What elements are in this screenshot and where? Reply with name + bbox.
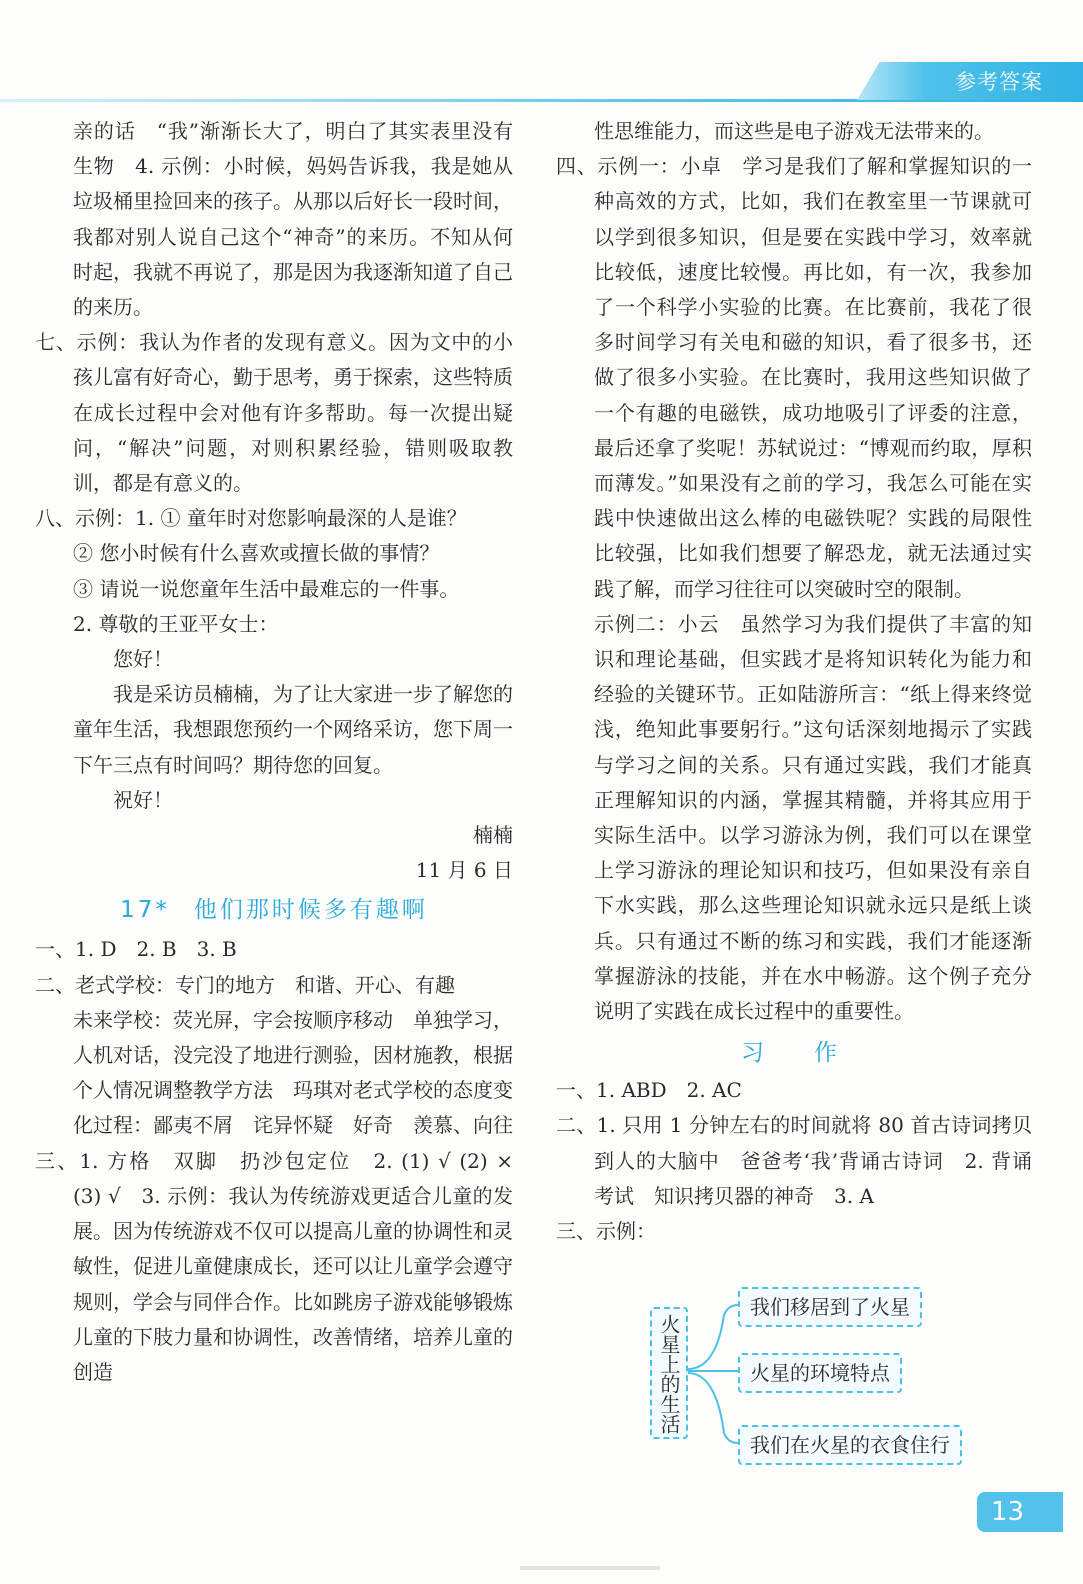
letter-signature: 楠楠 [473,823,513,848]
answer-text: 示例一：小卓 学习是我们了解和掌握知识的一种高效的方式，比如，我们在教室里一节课就可以学到很多知识，但是要在实践中学习，效率就比较低，速度比较慢。再比如，有一次，我参加了一个科学小实验的比赛。在比赛前，我花了很多时间学习有关电和磁的知识，看了很多书，还做了很多小实验。在比赛时，我用这些知识做了一个有趣的电磁铁，成功地吸引了评委的注意，最后还拿了奖呢！苏轼说过：“博观而约取，厚积而薄发。”如果没有之前的学习，我怎么可能在实践中快速做出这么棒的电磁铁呢？实践的局限性比较强，比如我们想要了解恐龙，就无法通过实践了解，而学习往往可以突破时空的限制。 [594,154,1033,601]
letter-greeting: 您好！ [113,647,173,672]
answer-text: 老式学校：专门的地方 和谐、开心、有趣 [75,972,455,997]
left-column [35,114,534,1390]
answer-line: ③ 请说一说您童年生活中最难忘的一件事。 [73,576,460,601]
question-label: 四、 [556,154,598,179]
question-label: 八、 [35,506,75,531]
lesson-name: 他们那时候多有趣啊 [193,897,428,924]
answer-text: 1. 方格 双脚 扔沙包定位 2. (1) √ (2) × (3) √ 3. 示例：我认为传统游戏更适合儿童的发展。因为传统游戏不仅可以提高儿童的协调性和灵敏性，促进儿童健康成长，还可以让儿童学会遵守规则，学会与同伴合作。比如跳房子游戏能够锻炼儿童的下肢力量和协调性，改善情绪，培养儿童的创造 [73,1148,534,1384]
answer-paragraph: 未来学校：荧光屏，字会按顺序移动 单独学习，人机对话，没完没了地进行测验，因材施教，根据个人情况调整教学方法 玛琪对老式学校的态度变化过程：鄙夷不屑 诧异怀疑 好奇 羡慕、向往 [73,1007,513,1138]
answer-paragraph: 亲的话 “我”渐渐长大了，明白了其实表里没有生物 4. 示例：小时候，妈妈告诉我，我是她从垃圾桶里捡回来的孩子。从那以后好长一段时间，我都对别人说自己这个“神奇”的来历。不知从何时起，我就不再说了，那是因为我逐渐知道了自己的来历。 [73,119,513,320]
question-label: 三、 [35,1148,80,1173]
question-label: 二、 [35,972,75,997]
bottom-divider [520,1566,660,1570]
mind-map-center: 火星上的生活 [650,1307,688,1439]
letter-date: 11 月 6 日 [415,858,513,883]
answer-paragraph: 示例二：小云 虽然学习为我们提供了丰富的知识和理论基础，但实践才是将知识转化为能力和经验的关键环节。正如陆游所言：“纸上得来终觉浅，绝知此事要躬行。”这句话深刻地揭示了实践与学习之间的关系。只有通过实践，我们才能真正理解知识的内涵，掌握其精髓，并将其应用于实际生活中。以学习游泳为例，我们可以在课堂上学习游泳的理论知识和技巧，但如果没有亲自下水实践，那么这些理论知识就永远只是纸上谈兵。只有通过不断的练习和实践，我们才能逐渐掌握游泳的技能，并在水中畅游。这个例子充分说明了实践在成长过程中的重要性。 [594,611,1032,1024]
letter-wish: 祝好！ [113,787,173,812]
answer-text: 示例：1. ① 童年时对您影响最深的人是谁？ [75,506,467,531]
question-2 [35,968,513,1003]
question-label: 二、 [556,1113,597,1138]
mind-map [556,1285,976,1475]
question-3 [35,1144,534,1390]
lesson-number: 17* [120,897,170,924]
letter-body: 我是采访员楠楠，为了让大家进一步了解您的童年生活，我想跟您预约一个网络采访，您下周一下午三点有时间吗？期待您的回复。 [73,682,513,777]
header-tab-label: 参考答案 [955,70,1043,94]
question-7 [35,325,513,501]
answer-line: 性思维能力，而这些是电子游戏无法带来的。 [594,119,994,143]
answer-text: 示例：我认为作者的发现有意义。因为文中的小孩儿富有好奇心，勤于思考，勇于探索，这些特质在成长过程中会对他有许多帮助。每一次提出疑问，“解决”问题，对则积累经验，错则吸取教训，都是有意义的。 [73,330,514,496]
answer-text: 1. 只用 1 分钟左右的时间就将 80 首古诗词拷贝到人的大脑中 爸爸考‘我’背诵古诗词 2. 背诵考试 知识拷贝器的神奇 3. A [594,1113,1033,1208]
section-title: 习作 [741,1040,887,1067]
question-4 [556,149,1032,607]
answer-line: 一、1. ABD 2. AC [556,1078,742,1103]
page-number: 13 [977,1492,1063,1532]
answer-line: 2. 尊敬的王亚平女士： [73,611,279,636]
question-8 [35,501,513,536]
question-label: 七、 [35,330,77,355]
mind-map-node: 我们移居到了火星 [738,1287,922,1327]
answer-line: ② 您小时候有什么喜欢或擅长做的事情？ [73,541,440,566]
answer-line: 一、1. D 2. B 3. B [35,937,237,962]
lesson-title [35,890,513,930]
answer-line: 三、示例： [556,1219,656,1244]
right-column [556,114,1032,1249]
question-2 [556,1108,1032,1214]
mind-map-node: 我们在火星的衣食住行 [738,1425,962,1465]
mind-map-node: 火星的环境特点 [738,1353,902,1393]
